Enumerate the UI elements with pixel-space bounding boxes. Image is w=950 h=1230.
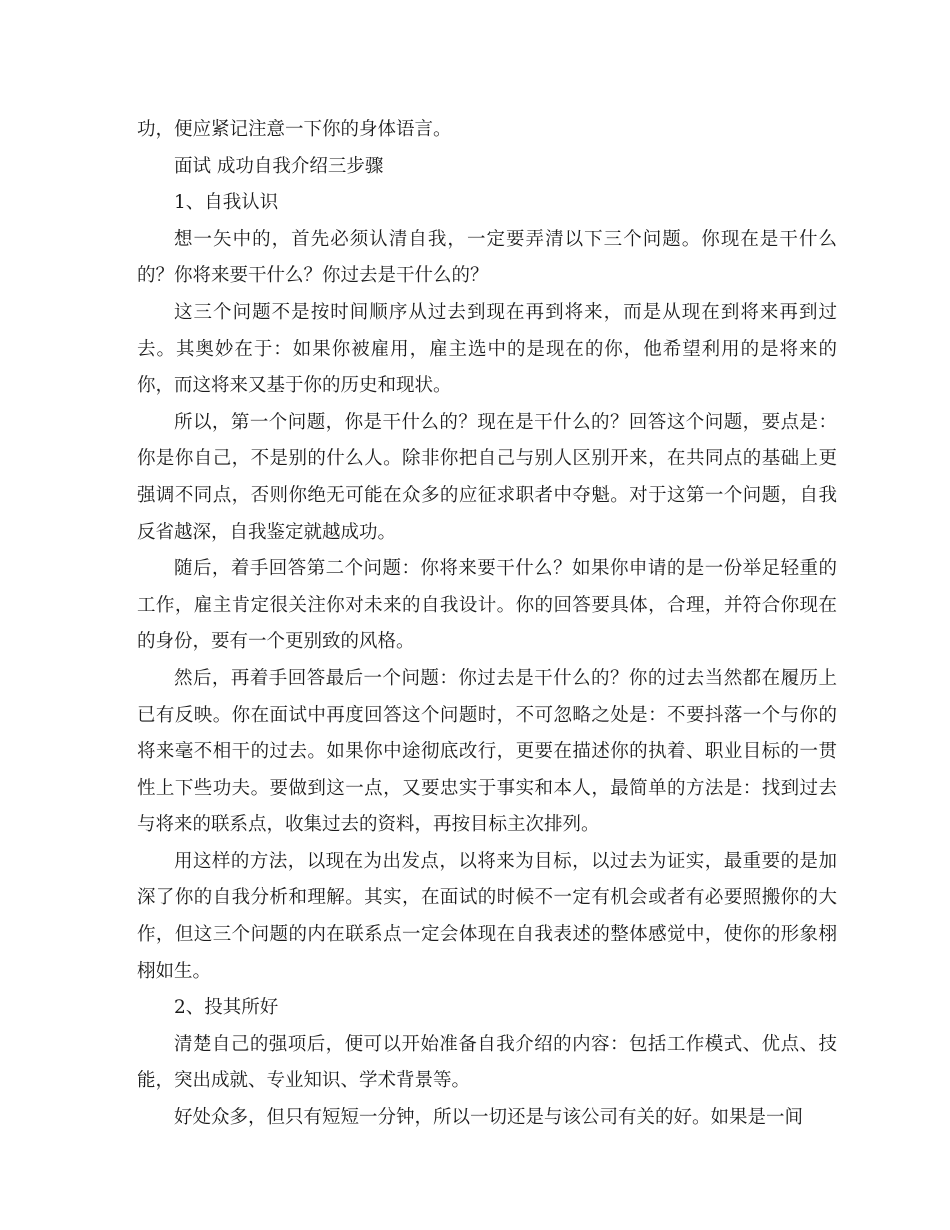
paragraph: 用这样的方法，以现在为出发点，以将来为目标，以过去为证实，最重要的是加深了你的自我分析和理解。其实，在面试的时候不一定有机会或者有必要照搬你的大作，但这三个问题的内在联系点一定会体现在自我表述的整体感觉中，使你的形象栩栩如生。 [137,850,837,982]
section-heading: 面试 成功自我介绍三步骤 [174,155,384,177]
paragraph: 好处众多，但只有短短一分钟，所以一切还是与该公司有关的好。如果是一间 [174,1107,804,1129]
document-body [137,112,837,1137]
paragraph-continuation: 功，便应紧记注意一下你的身体语言。 [137,119,452,140]
paragraph: 这三个问题不是按时间顺序从过去到现在再到将来，而是从现在到将来再到过去。其奥妙在于：如果你被雇用，雇主选中的是现在的你，他希望利用的是将来的你，而这将来又基于你的历史和现状。 [137,301,837,397]
paragraph: 所以，第一个问题，你是干什么的？现在是干什么的？回答这个问题，要点是：你是你自己，不是别的什么人。除非你把自己与别人区别开来，在共同点的基础上更强调不同点，否则你绝无可能在众多的应征求职者中夺魁。对于这第一个问题，自我反省越深，自我鉴定就越成功。 [137,411,837,543]
paragraph: 随后，着手回答第二个问题：你将来要干什么？如果你申请的是一份举足轻重的工作，雇主肯定很关注你对未来的自我设计。你的回答要具体，合理，并符合你现在的身份，要有一个更别致的风格。 [137,558,837,653]
paragraph: 然后，再着手回答最后一个问题：你过去是干什么的？你的过去当然都在履历上已有反映。你在面试中再度回答这个问题时，不可忽略之处是：不要抖落一个与你的将来毫不相干的过去。如果你中途彻底改行，更要在描述你的执着、职业目标的一贯性上下些功夫。要做到这一点，又要忠实于事实和本人，最简单的方法是：找到过去与将来的联系点，收集过去的资料，再按目标主次排列。 [137,667,837,836]
paragraph: 想一矢中的，首先必须认清自我，一定要弄清以下三个问题。你现在是干什么的？你将来要干什么？你过去是干什么的？ [137,228,837,287]
paragraph: 清楚自己的强项后，便可以开始准备自我介绍的内容：包括工作模式、优点、技能，突出成就、专业知识、学术背景等。 [137,1033,837,1092]
subheading-self-awareness: 1、自我认识 [174,192,279,214]
subheading-cater: 2、投其所好 [174,997,279,1019]
